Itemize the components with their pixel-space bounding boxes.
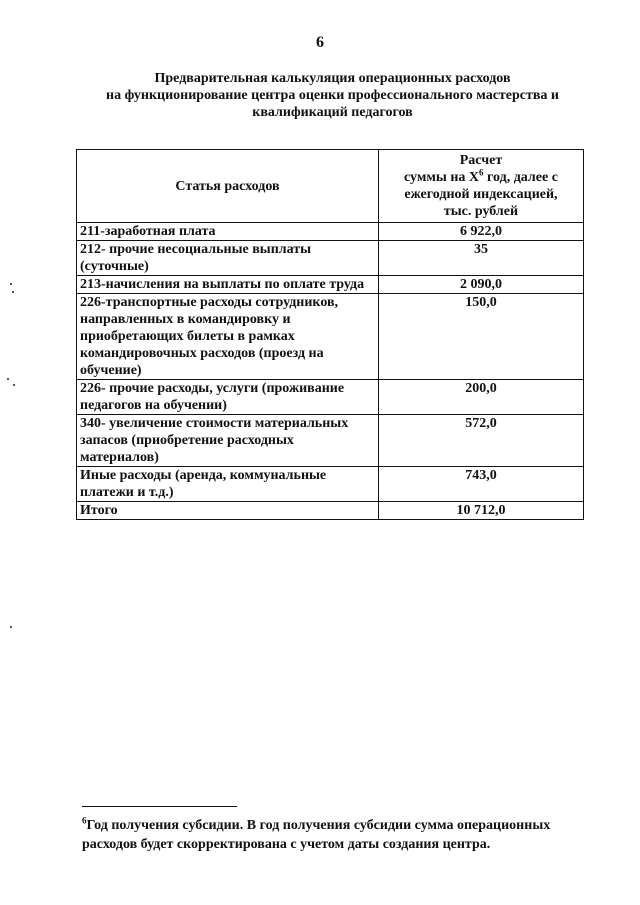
row-sum: 150,0 xyxy=(378,294,583,380)
footnote-mark: 6 xyxy=(82,815,87,826)
row-sum: 572,0 xyxy=(378,415,583,467)
row-item xyxy=(77,467,379,502)
expense-table xyxy=(76,149,584,520)
table-row xyxy=(77,415,584,467)
total-label xyxy=(77,502,379,520)
row-item xyxy=(77,294,379,380)
row-item-line: направленных в командировку и xyxy=(80,312,291,327)
title-line-1: Предварительная калькуляция операционных расходов xyxy=(154,71,511,86)
row-item-line: платежи и т.д.) xyxy=(80,485,174,500)
table-total-row xyxy=(77,502,584,520)
header-sum-line-4: тыс. рублей xyxy=(443,204,519,219)
row-item-line: педагогов на обучении) xyxy=(80,398,227,413)
row-sum: 35 xyxy=(378,241,583,276)
table-row xyxy=(77,223,584,241)
row-item-line: 226- прочие расходы, услуги (проживание xyxy=(80,381,345,396)
header-item: Статья расходов xyxy=(77,150,379,223)
header-sum xyxy=(378,150,583,223)
row-item-line: 213-начисления на выплаты по оплате труда xyxy=(80,277,365,292)
header-sum-line-1: Расчет xyxy=(459,153,503,168)
row-sum: 2 090,0 xyxy=(378,276,583,294)
row-item-line: приобретающих билеты в рамках xyxy=(80,329,295,344)
total-sum: 10 712,0 xyxy=(378,502,583,520)
table-row xyxy=(77,241,584,276)
footnote-divider xyxy=(82,806,237,807)
header-sum-line-3: ежегодной индексацией, xyxy=(404,187,558,202)
header-sum-line-2-before: суммы на Х xyxy=(404,170,480,185)
row-item-line: обучение) xyxy=(80,363,142,378)
scan-speck xyxy=(7,378,9,380)
footnote-line-2: расходов будет скорректирована с учетом даты создания центра. xyxy=(82,837,491,852)
row-item-line: запасов (приобретение расходных xyxy=(80,433,294,448)
row-item-line: 211-заработная плата xyxy=(80,224,216,239)
row-sum: 200,0 xyxy=(378,380,583,415)
scan-speck xyxy=(12,291,14,293)
scan-speck xyxy=(13,384,15,386)
table-row xyxy=(77,380,584,415)
row-item xyxy=(77,241,379,276)
row-sum: 743,0 xyxy=(378,467,583,502)
row-item xyxy=(77,223,379,241)
scan-speck xyxy=(10,626,12,628)
row-item xyxy=(77,415,379,467)
header-sum-line-2-after: год, далее с xyxy=(483,170,558,185)
row-item-line: 212- прочие несоциальные выплаты xyxy=(80,242,312,257)
row-item-line: материалов) xyxy=(80,450,159,465)
row-item-line: Итого xyxy=(80,503,118,518)
row-item-line: Иные расходы (аренда, коммунальные xyxy=(80,468,327,483)
table-header-row xyxy=(77,150,584,223)
header-sum-line-2 xyxy=(382,169,580,186)
table-row xyxy=(77,294,584,380)
row-item-line: 340- увеличение стоимости материальных xyxy=(80,416,349,431)
title-line-2: на функционирование центра оценки профессионального мастерства и xyxy=(106,88,559,103)
footnote-ref: 6 xyxy=(479,167,484,178)
table-row xyxy=(77,276,584,294)
row-item-line: (суточные) xyxy=(80,259,149,274)
footnote-line-1: Год получения субсидии. В год получения субсидии сумма операционных xyxy=(86,818,551,833)
page-number: 6 xyxy=(316,34,324,51)
footnote xyxy=(82,816,582,854)
document-title xyxy=(60,70,605,121)
row-item-line: командировочных расходов (проезд на xyxy=(80,346,324,361)
row-sum: 6 922,0 xyxy=(378,223,583,241)
row-item xyxy=(77,380,379,415)
row-item-line: 226-транспортные расходы сотрудников, xyxy=(80,295,339,310)
table-row xyxy=(77,467,584,502)
scan-speck xyxy=(10,283,12,285)
title-line-3: квалификаций педагогов xyxy=(252,105,413,120)
row-item xyxy=(77,276,379,294)
